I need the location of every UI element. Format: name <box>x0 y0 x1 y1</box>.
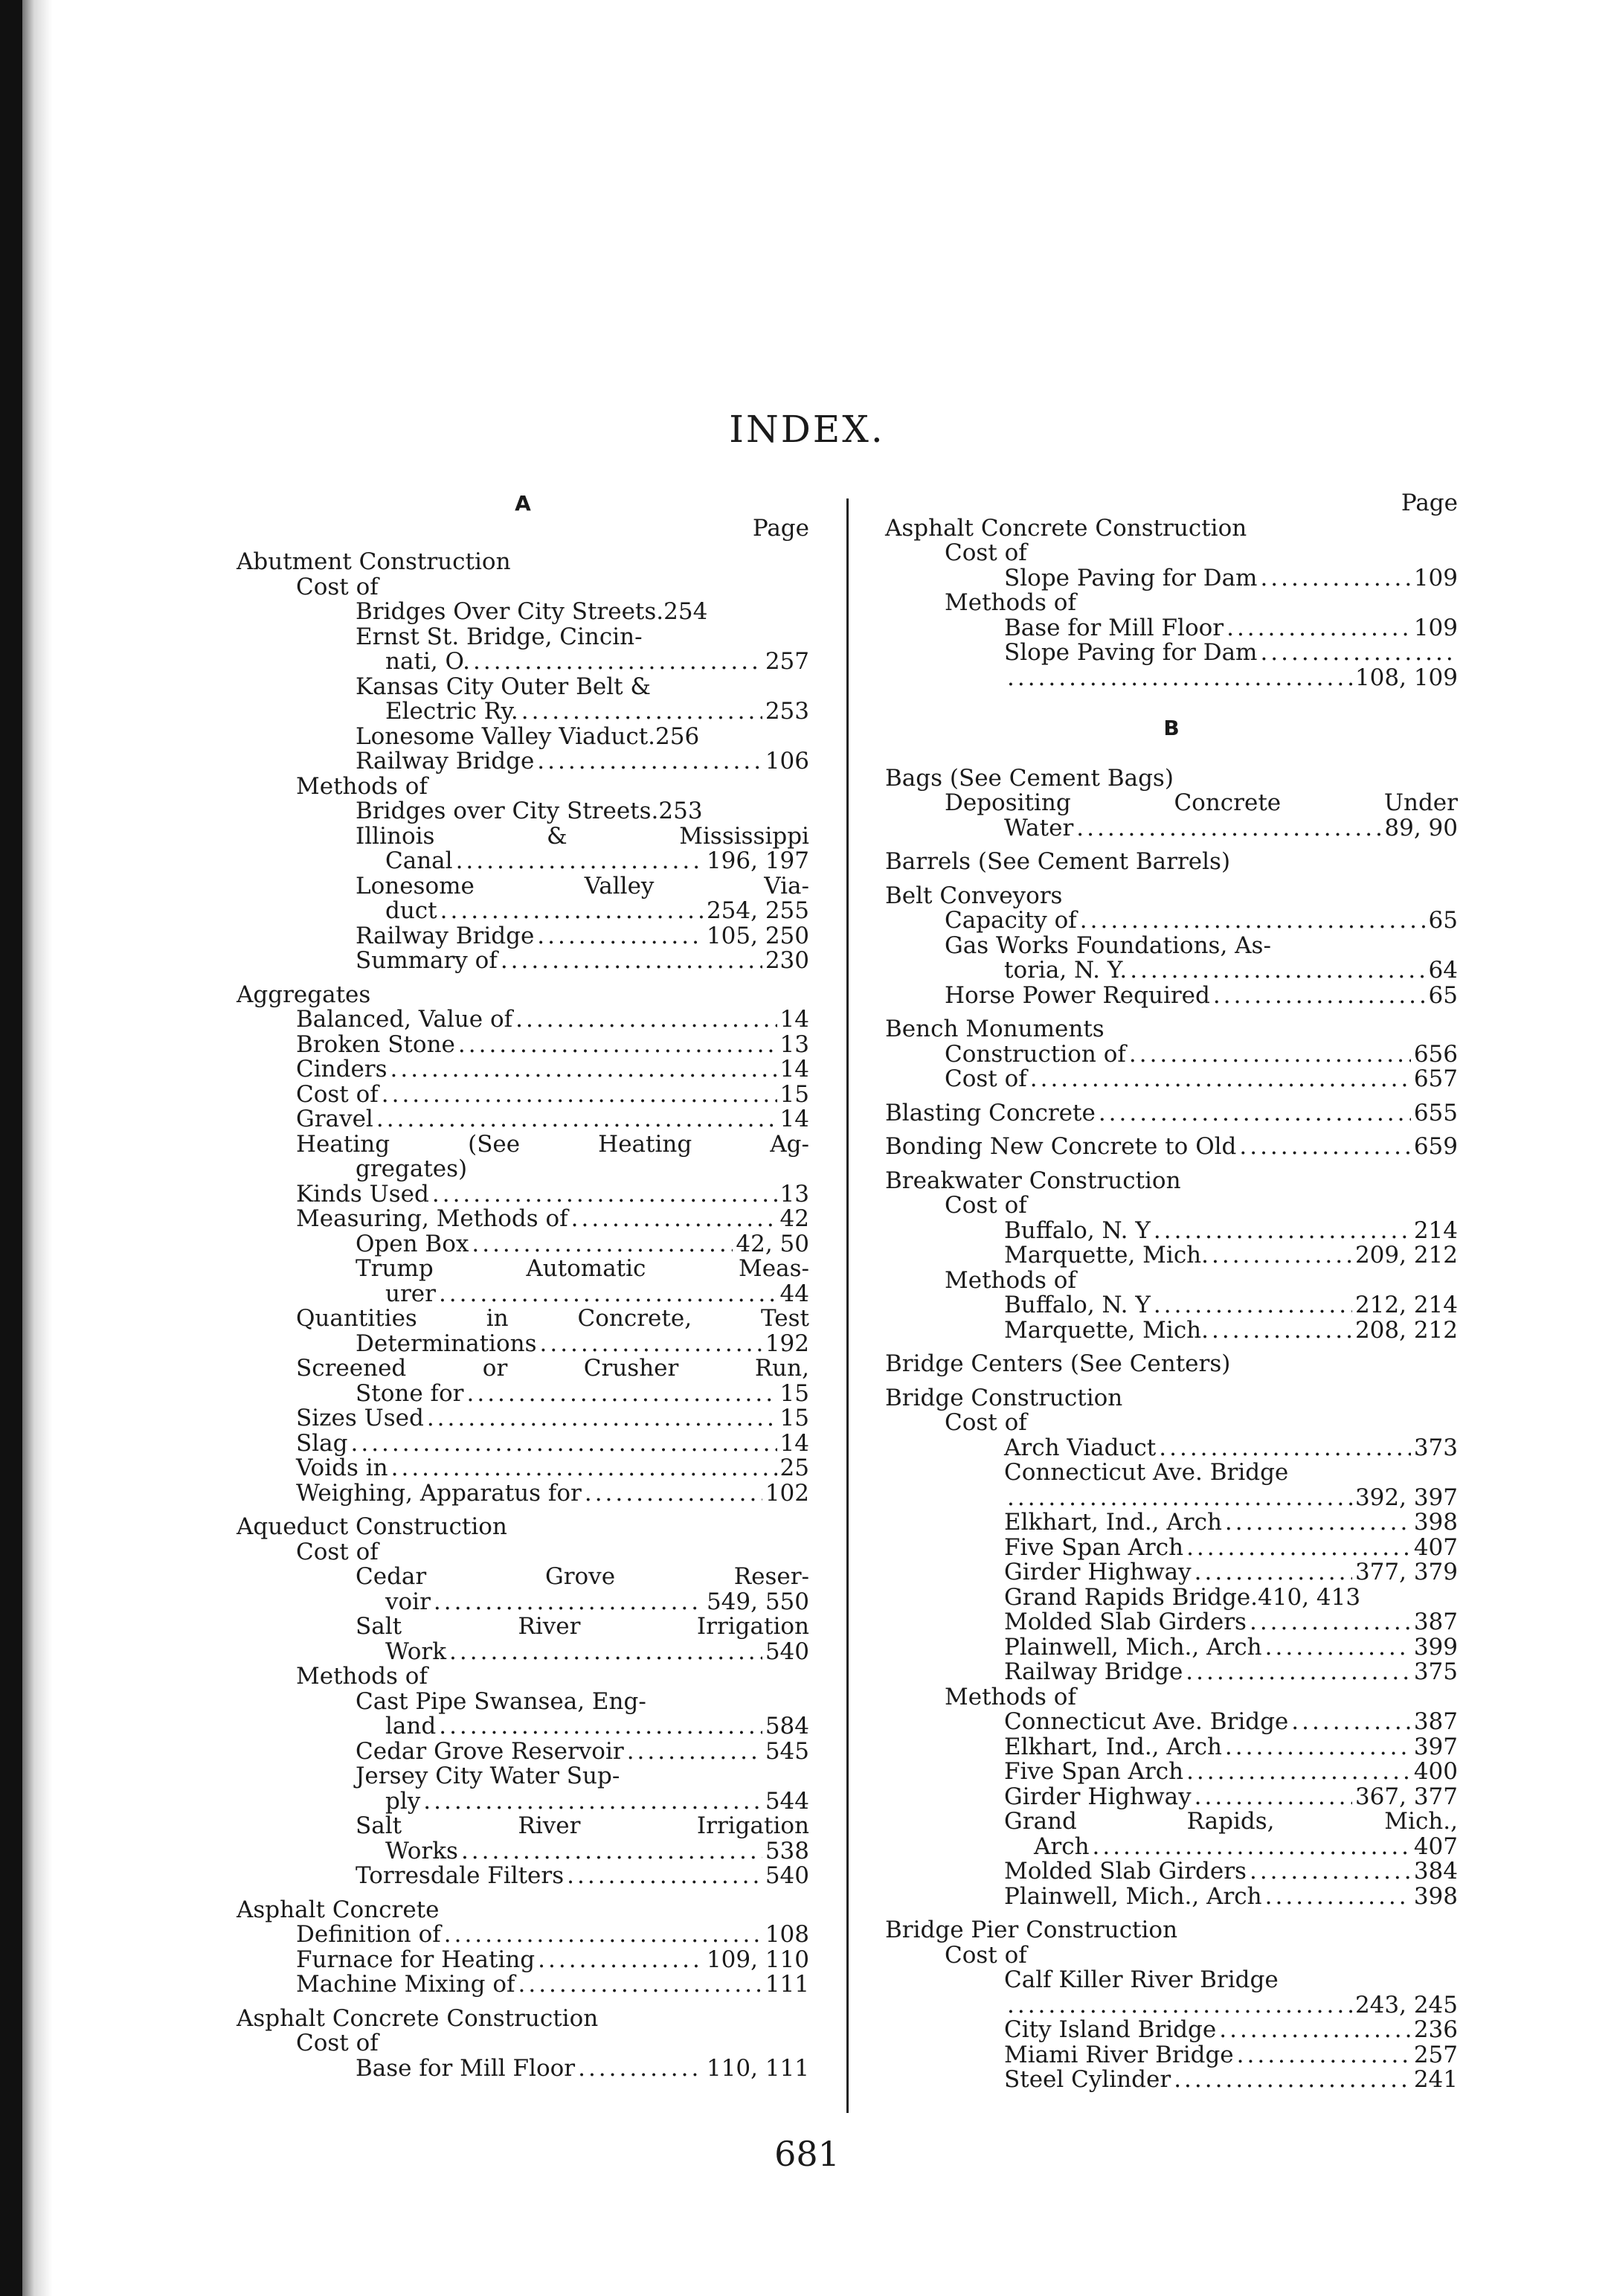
page-column-label: Page <box>1401 490 1458 516</box>
index-entry: nati, O. ..... 257 <box>237 650 809 675</box>
index-entry: Steel Cylinder ..... 241 <box>885 2068 1458 2093</box>
index-entry: Determinations ..... 192 <box>237 1332 809 1357</box>
index-entry: Connecticut Ave. Bridge ..... 387 <box>885 1710 1458 1735</box>
page-number: 681 <box>774 2134 840 2174</box>
index-entry: Open Box ..... 42, 50 <box>237 1232 809 1257</box>
index-entry: Gas Works Foundations, As- <box>945 931 1271 959</box>
index-entry: Measuring, Methods of ..... 42 <box>237 1207 809 1232</box>
index-entry: toria, N. Y. ..... 64 <box>885 958 1458 984</box>
book-spine-shadow <box>0 0 22 2296</box>
page-column-label: Page <box>752 514 809 542</box>
section-heading-b: B <box>1163 716 1180 740</box>
index-heading: Breakwater Construction <box>885 1167 1181 1194</box>
index-entry: Arch Viaduct ..... 373 <box>885 1436 1458 1461</box>
index-entry: Buffalo, N. Y ..... 212, 214 <box>885 1293 1458 1318</box>
index-entry: Heating (See Heating Ag- <box>296 1130 809 1158</box>
index-entry: Railway Bridge ..... 375 <box>885 1660 1458 1685</box>
index-entry: Balanced, Value of ..... 14 <box>237 1007 809 1033</box>
index-column-left <box>237 491 809 2081</box>
index-entry: Quantities in Concrete, Test <box>296 1305 809 1332</box>
index-entry: Bridges Over City Streets. 254 <box>356 598 708 625</box>
index-entry: Calf Killer River Bridge <box>1004 1966 1279 1993</box>
index-entry: Weighing, Apparatus for ..... 102 <box>237 1481 809 1507</box>
index-entry: Stone for ..... 15 <box>237 1382 809 1407</box>
index-entry: Lonesome Valley Via- <box>356 872 809 900</box>
index-entry: Electric Ry. ..... 253 <box>237 699 809 725</box>
index-subheading: Methods of <box>945 1266 1076 1294</box>
index-entry: Buffalo, N. Y ..... 214 <box>885 1219 1458 1244</box>
index-entry: Marquette, Mich. ..... 209, 212 <box>885 1243 1458 1269</box>
index-entry: gregates) <box>356 1155 468 1182</box>
index-entry: Base for Mill Floor ..... 109 <box>885 616 1458 641</box>
index-entry: Cedar Grove Reser- <box>356 1563 809 1590</box>
index-entry: Capacity of ..... 65 <box>885 908 1458 934</box>
index-heading: Bags (See Cement Bags) <box>885 764 1174 792</box>
index-entry: Cast Pipe Swansea, Eng- <box>356 1687 646 1715</box>
index-entry: City Island Bridge ..... 236 <box>885 2018 1458 2043</box>
index-entry: Voids in ..... 25 <box>237 1456 809 1481</box>
index-subheading: Methods of <box>945 1683 1076 1710</box>
index-entry: Salt River Irrigation <box>356 1812 809 1839</box>
index-entry: voir ..... 549, 550 <box>237 1590 809 1615</box>
index-entry: Miami River Bridge ..... 257 <box>885 2043 1458 2068</box>
index-entry: ..... 108, 109 <box>885 666 1458 691</box>
index-entry: Kansas City Outer Belt & <box>356 673 652 700</box>
index-subheading: Cost of <box>296 2030 379 2056</box>
index-entry: Screened or Crusher Run, <box>296 1355 809 1382</box>
index-entry: Cost of ..... 657 <box>885 1067 1458 1092</box>
index-heading: Asphalt Concrete Construction <box>237 2004 599 2032</box>
index-entry: ply ..... 544 <box>237 1789 809 1815</box>
index-subheading: Cost of <box>945 539 1027 566</box>
index-entry: Sizes Used ..... 15 <box>237 1406 809 1431</box>
index-entry: Lonesome Valley Viaduct. 256 <box>356 722 700 750</box>
index-entry: Five Span Arch ..... 400 <box>885 1760 1458 1785</box>
index-entry: Molded Slab Girders ..... 387 <box>885 1610 1458 1635</box>
index-entry: Works ..... 538 <box>237 1839 809 1864</box>
index-entry: duct ..... 254, 255 <box>237 899 809 924</box>
index-entry: Cost of ..... 15 <box>237 1083 809 1108</box>
index-entry: Grand Rapids, Mich., <box>1004 1808 1458 1835</box>
column-rule <box>846 498 849 2113</box>
index-heading: Bridge Centers (See Centers) <box>885 1350 1231 1377</box>
index-subheading: Cost of <box>945 1409 1027 1436</box>
index-entry: Plainwell, Mich., Arch ..... 398 <box>885 1885 1458 1910</box>
index-entry: Connecticut Ave. Bridge <box>1004 1459 1289 1486</box>
index-entry: Illinois & Mississippi <box>356 822 809 850</box>
index-entry: Railway Bridge ..... 106 <box>237 749 809 775</box>
index-entry: Ernst St. Bridge, Cincin- <box>356 623 643 650</box>
index-entry: Salt River Irrigation <box>356 1613 809 1640</box>
index-subheading: Cost of <box>945 1192 1027 1219</box>
index-subheading: Methods of <box>945 589 1076 616</box>
index-entry: Machine Mixing of ..... 111 <box>237 1972 809 1998</box>
index-entry: Railway Bridge ..... 105, 250 <box>237 924 809 949</box>
index-entry: Definition of ..... 108 <box>237 1923 809 1948</box>
index-entry: Arch ..... 407 <box>885 1835 1458 1860</box>
index-entry: Bridges over City Streets. 253 <box>356 798 703 824</box>
index-subheading: Cost of <box>945 1941 1027 1969</box>
index-entry: ..... 243, 245 <box>885 1993 1458 2018</box>
index-heading: Blasting Concrete ..... 655 <box>885 1101 1458 1126</box>
index-entry: Construction of ..... 656 <box>885 1042 1458 1068</box>
index-heading: Abutment Construction <box>237 548 511 575</box>
index-entry: Girder Highway ..... 377, 379 <box>885 1560 1458 1585</box>
index-heading: Bridge Construction <box>885 1384 1123 1411</box>
index-entry: Torresdale Filters ..... 540 <box>237 1864 809 1889</box>
index-heading: Asphalt Concrete Construction <box>885 514 1247 542</box>
index-entry: Gravel ..... 14 <box>237 1107 809 1132</box>
index-entry: Furnace for Heating ..... 109, 110 <box>237 1948 809 1973</box>
index-entry: Marquette, Mich. ..... 208, 212 <box>885 1318 1458 1344</box>
index-entry: Canal ..... 196, 197 <box>237 849 809 874</box>
index-entry: land ..... 584 <box>237 1714 809 1739</box>
index-subheading: Cost of <box>296 573 379 600</box>
index-entry: Horse Power Required ..... 65 <box>885 984 1458 1009</box>
index-entry: Depositing Concrete Under <box>945 789 1458 816</box>
index-entry: Slope Paving for Dam ..... 109 <box>885 566 1458 591</box>
index-entry: Cedar Grove Reservoir ..... 545 <box>237 1739 809 1765</box>
index-entry: Cinders ..... 14 <box>237 1057 809 1083</box>
index-heading: Bonding New Concrete to Old ..... 659 <box>885 1135 1458 1160</box>
index-subheading: Cost of <box>296 1538 379 1565</box>
index-entry: Grand Rapids Bridge. 410, 413 <box>1004 1583 1361 1611</box>
index-entry: Kinds Used ..... 13 <box>237 1182 809 1208</box>
index-heading: Bridge Pier Construction <box>885 1917 1178 1943</box>
index-entry: Molded Slab Girders ..... 384 <box>885 1859 1458 1885</box>
index-heading: Asphalt Concrete <box>237 1896 440 1923</box>
index-entry: urer ..... 44 <box>237 1282 809 1307</box>
index-heading: Aqueduct Construction <box>237 1513 507 1540</box>
index-entry: Work ..... 540 <box>237 1640 809 1665</box>
index-entry: Elkhart, Ind., Arch ..... 397 <box>885 1735 1458 1760</box>
index-subheading: Methods of <box>296 772 428 800</box>
index-entry: Elkhart, Ind., Arch ..... 398 <box>885 1510 1458 1536</box>
index-entry: Broken Stone ..... 13 <box>237 1033 809 1058</box>
page-title: INDEX. <box>729 408 885 451</box>
index-entry: Girder Highway ..... 367, 377 <box>885 1785 1458 1810</box>
index-entry: Base for Mill Floor ..... 110, 111 <box>237 2056 809 2082</box>
index-subheading: Methods of <box>296 1663 428 1690</box>
index-entry: ..... 392, 397 <box>885 1486 1458 1511</box>
index-heading: Aggregates <box>237 981 371 1008</box>
index-entry: Jersey City Water Sup- <box>356 1763 620 1789</box>
index-entry: Water ..... 89, 90 <box>885 816 1458 841</box>
index-entry: Slope Paving for Dam ..... <box>885 641 1458 666</box>
index-heading: Belt Conveyors <box>885 882 1063 909</box>
section-heading-a: A <box>515 491 531 516</box>
index-heading: Barrels (See Cement Barrels) <box>885 848 1231 875</box>
index-entry: Slag ..... 14 <box>237 1431 809 1457</box>
book-spine-fringe <box>22 0 52 2296</box>
index-entry: Trump Automatic Meas- <box>356 1255 809 1282</box>
index-entry: Plainwell, Mich., Arch ..... 399 <box>885 1635 1458 1661</box>
index-entry: Summary of ..... 230 <box>237 949 809 974</box>
index-heading: Bench Monuments <box>885 1016 1105 1042</box>
index-entry: Five Span Arch ..... 407 <box>885 1536 1458 1561</box>
index-column-right <box>885 491 1458 2093</box>
